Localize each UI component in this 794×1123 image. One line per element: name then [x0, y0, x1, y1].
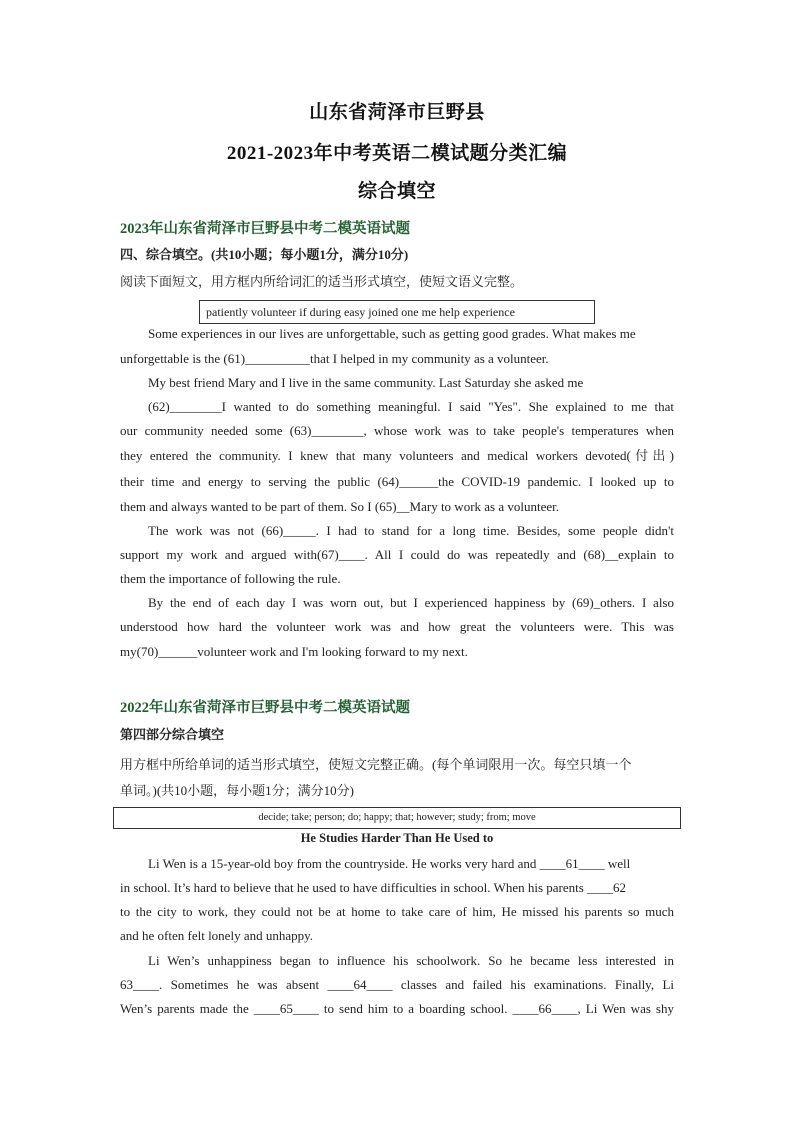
p2023-line: (62)________I wanted to do something meaningful. I said "Yes". She explained to me that [148, 399, 674, 414]
section-2023-instruction-bold: 四、综合填空。(共10小题；每小题1分，满分10分) [120, 247, 409, 262]
p2023-line: our community needed some (63)________, whose work was to take people's temperatures when [120, 423, 674, 438]
p2022-line: 63____. Sometimes he was absent ____64____ classes and failed his examinations. Finally, Li [120, 977, 674, 992]
p2022-line: and he often felt lonely and unhappy. [120, 928, 314, 943]
doc-title-line1: 山东省菏泽市巨野县 [309, 102, 485, 123]
p2023-line: understood how hard the volunteer work was and how great the volunteers were. This was [120, 619, 674, 634]
p2023-line: my(70)______volunteer work and I'm looking forward to my next. [120, 644, 468, 659]
p2023-line: unforgettable is the (61)__________that I helped in my community as a volunteer. [120, 351, 549, 366]
section-2023-instruction: 阅读下面短文，用方框内所给词汇的适当形式填空，使短文语义完整。 [120, 274, 524, 289]
doc-title-line2: 2021-2023年中考英语二模试题分类汇编 [226, 143, 568, 164]
p2022-line: Li Wen is a 15-year-old boy from the countryside. He works very hard and ____61____ well [148, 856, 631, 871]
doc-title-line3: 综合填空 [357, 181, 436, 202]
p2023-line: their time and energy to serving the public (64)______the COVID-19 pandemic. I looked up to [120, 474, 674, 489]
section-2022-instruction-line1: 用方框中所给单词的适当形式填空，使短文完整正确。(每个单词限用一次。每空只填一个 [120, 757, 632, 772]
section-2022-word-box: decide; take; person; do; happy; that; however; study; from; move [113, 807, 681, 829]
p2022-line: Li Wen’s unhappiness began to influence his schoolwork. So he became less interested in [148, 953, 674, 968]
p2022-line: to the city to work, they could not be at home to take care of him, He missed his parents so much [120, 904, 674, 919]
section-2023-heading: 2023年山东省菏泽市巨野县中考二模英语试题 [120, 221, 410, 237]
section-2022-instruction-line2: 单词。)(共10小题，每小题1分；满分10分) [120, 783, 354, 798]
p2023-line: Some experiences in our lives are unforgettable, such as getting good grades. What makes me [148, 326, 636, 341]
p2023-line: support my work and argued with(67)____. All I could do was repeatedly and (68)__explain to [120, 547, 674, 562]
p2023-line: them the importance of following the rule. [120, 571, 341, 586]
passage-title: He Studies Harder Than He Used to [300, 831, 494, 845]
section-2022-part-title: 第四部分综合填空 [120, 727, 225, 742]
p2022-line: Wen’s parents made the ____65____ to send him to a boarding school. ____66____, Li Wen was shy [120, 1001, 674, 1016]
p2022-line: in school. It’s hard to believe that he used to have difficulties in school. When his parents ____62 [120, 880, 627, 895]
p2023-line: The work was not (66)_____. I had to stand for a long time. Besides, some people didn't [148, 523, 674, 538]
p2023-line: My best friend Mary and I live in the same community. Last Saturday she asked me [148, 375, 584, 390]
p2023-line: they entered the community. I knew that many volunteers and medical workers devoted(付出) [120, 448, 674, 463]
section-2023-word-box: patiently volunteer if during easy joined one me help experience [199, 300, 595, 324]
p2023-line: them and always wanted to be part of them. So I (65)__Mary to work as a volunteer. [120, 499, 559, 514]
section-2022-heading: 2022年山东省菏泽市巨野县中考二模英语试题 [120, 700, 410, 716]
p2023-line: By the end of each day I was worn out, but I experienced happiness by (69)_others. I also [148, 595, 674, 610]
